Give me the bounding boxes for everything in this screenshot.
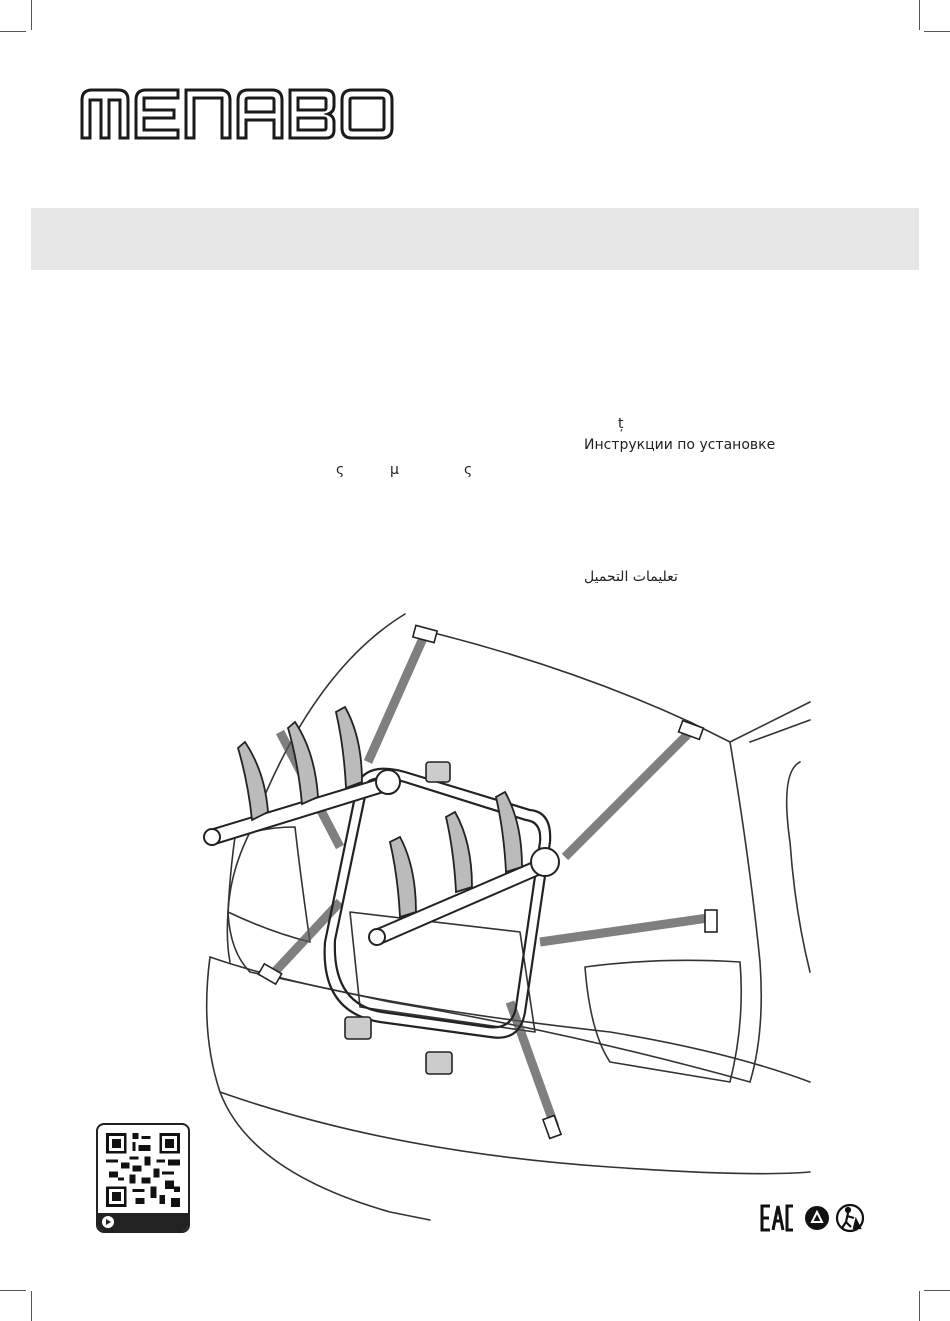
brand-logo xyxy=(80,88,394,140)
crop-mark xyxy=(0,31,26,32)
instruction-greek-1: ς xyxy=(336,462,345,478)
crop-mark xyxy=(924,31,950,32)
instruction-greek-2: μ xyxy=(390,462,399,478)
crop-mark xyxy=(0,1290,26,1291)
recycle-icon xyxy=(805,1206,829,1230)
crop-mark xyxy=(919,1291,920,1321)
play-icon xyxy=(102,1216,114,1228)
instruction-russian: Инструкции по установке xyxy=(584,437,776,453)
crop-mark xyxy=(919,0,920,30)
title-band xyxy=(31,208,919,270)
crop-mark xyxy=(31,1291,32,1321)
crop-mark xyxy=(31,0,32,30)
tidyman-icon xyxy=(837,1205,863,1231)
instruction-romanian: ț xyxy=(618,416,624,432)
crop-mark xyxy=(924,1290,950,1291)
qr-code-icon xyxy=(106,1133,180,1207)
qr-block xyxy=(96,1123,190,1233)
car-bike-carrier-illustration xyxy=(190,612,820,1222)
instruction-arabic: تعليمات التحميل xyxy=(584,569,678,585)
instruction-greek-3: ς xyxy=(464,462,473,478)
qr-footer-bar xyxy=(98,1213,188,1231)
certification-marks xyxy=(760,1200,870,1236)
eac-mark-icon xyxy=(762,1206,793,1230)
